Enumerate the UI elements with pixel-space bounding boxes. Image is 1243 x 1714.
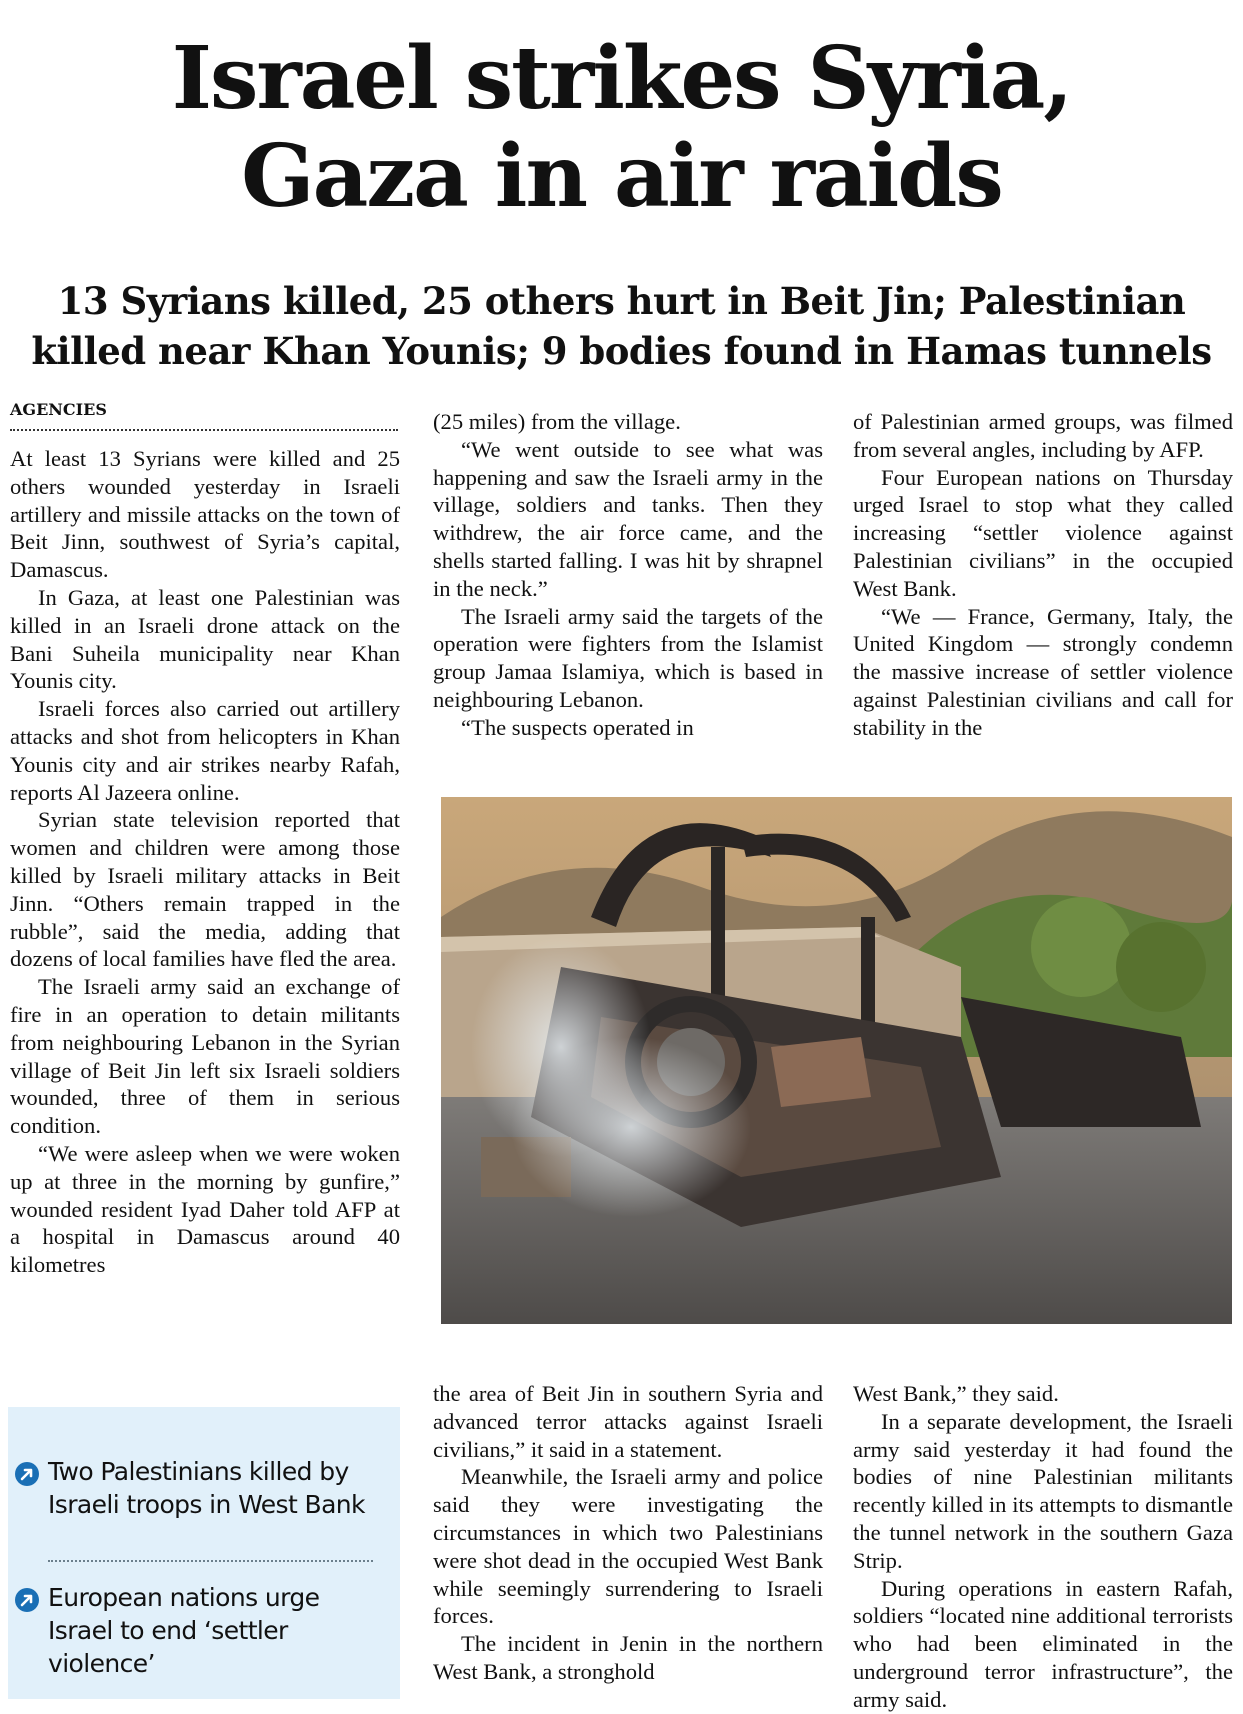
related-stories-box — [8, 1407, 400, 1699]
paragraph: the area of Beit Jin in southern Syria and advanced terror attacks against Israeli civilians,” it said in a statement. — [433, 1381, 823, 1462]
paragraph: Israeli forces also carried out artillery attacks and shot from helicopters in Khan Younis city and air strikes nearby Rafah, reports Al Jazeera online. — [10, 696, 400, 805]
paragraph: of Palestinian armed groups, was filmed from several angles, including by AFP. — [853, 409, 1233, 462]
paragraph: The Israeli army said the targets of the operation were fighters from the Islamist group Jamaa Islamiya, which is based in neighbouring Lebanon. — [433, 603, 823, 712]
paragraph: “The suspects operated in — [461, 714, 694, 740]
related-story-2[interactable] — [48, 1581, 378, 1680]
paragraph: “We went outside to see what was happening and saw the Israeli army in the village, soldiers and tanks. Then they withdrew, the air force came, and the shells started falling. I was hit by shrapnel in the neck.” — [433, 436, 823, 601]
paragraph: Meanwhile, the Israeli army and police said they were investigating the circumstances in which two Palestinians were shot dead in the occupied West Bank while seemingly surrendering to Israeli forces. — [433, 1464, 823, 1629]
article-column-3-bottom — [853, 1380, 1233, 1714]
paragraph: In a separate development, the Israeli army said yesterday it had found the bodies of nine Palestinian militants recently killed in its attempts to dismantle the tunnel network in the southern Gaza Strip. — [853, 1408, 1233, 1573]
article-column-2-bottom — [433, 1380, 823, 1686]
subheadline-line-1: 13 Syrians killed, 25 others hurt in Beit Jin; Palestinian — [57, 279, 1186, 323]
arrow-circle-icon — [14, 1461, 40, 1495]
article-column-2-top — [433, 408, 823, 742]
separator — [48, 1560, 373, 1562]
article-column-1 — [10, 445, 400, 1279]
related-story-1[interactable] — [48, 1455, 378, 1521]
subheadline-line-2: killed near Khan Younis; 9 bodies found in Hamas tunnels — [31, 329, 1212, 373]
paragraph: At least 13 Syrians were killed and 25 others wounded yesterday in Israeli artillery and missile attacks on the town of Beit Jinn, southwest of Syria’s capital, Damascus. — [10, 446, 400, 583]
headline — [0, 30, 1243, 226]
paragraph: The incident in Jenin in the northern West Bank, a stronghold — [433, 1631, 823, 1684]
paragraph: West Bank,” they said. — [853, 1381, 1059, 1406]
paragraph: The Israeli army said an exchange of fire in an operation to detain militants from neighbouring Lebanon in the Syrian village of Beit Jin left six Israeli soldiers wounded, three of them in serious condition. — [10, 974, 400, 1139]
byline: AGENCIES — [10, 400, 398, 431]
burned-vehicle-image — [441, 797, 1232, 1324]
paragraph: “We were asleep when we were woken up at three in the morning by gunfire,” wounded resident Iyad Daher told AFP at a hospital in Damascus around 40 kilometres — [10, 1140, 400, 1278]
headline-line-1: Israel strikes Syria, — [171, 28, 1072, 129]
related-story-2-text: European nations urge Israel to end ‘settler violence’ — [48, 1583, 320, 1678]
paragraph: In Gaza, at least one Palestinian was killed in an Israeli drone attack on the Bani Suheila municipality near Khan Younis city. — [10, 584, 400, 694]
headline-line-2: Gaza in air raids — [241, 126, 1002, 227]
article-column-3-top — [853, 408, 1233, 742]
paragraph: (25 miles) from the village. — [433, 409, 681, 434]
paragraph: Four European nations on Thursday urged Israel to stop what they called increasing “settler violence against Palestinian civilians” in the occupied West Bank. — [853, 464, 1233, 601]
news-photo — [441, 797, 1232, 1324]
paragraph: “We — France, Germany, Italy, the United Kingdom — strongly condemn the massive increase of settler violence against Palestinian civilians and call for stability in the — [853, 603, 1233, 740]
paragraph: During operations in eastern Rafah, soldiers “located nine additional terrorists who had been eliminated in the underground terror infrastructure”, the army said. — [853, 1575, 1233, 1712]
related-story-1-text: Two Palestinians killed by Israeli troops in West Bank — [48, 1457, 365, 1519]
subheadline — [0, 276, 1243, 376]
arrow-circle-icon — [14, 1587, 40, 1621]
paragraph: Syrian state television reported that women and children were among those killed by Israeli military attacks in Beit Jinn. “Others remain trapped in the rubble”, said the media, adding that dozens of local families have fled the area. — [10, 807, 400, 972]
